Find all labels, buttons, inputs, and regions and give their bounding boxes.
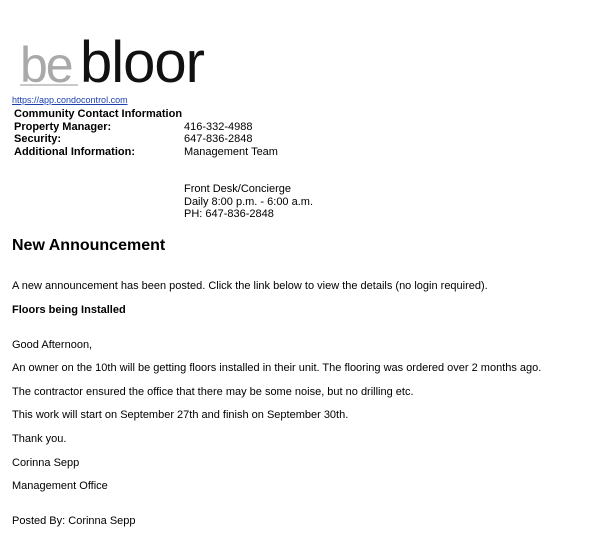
posted-by: Posted By: Corinna Sepp xyxy=(12,515,136,527)
contact-value: Management Team xyxy=(184,145,278,158)
body-paragraph: The contractor ensured the office that there may be some noise, but no drilling etc. xyxy=(12,386,414,398)
condocontrol-link[interactable]: https://app.condocontrol.com xyxy=(12,95,128,105)
contact-label: Additional Information: xyxy=(14,145,135,158)
extra-line: Front Desk/Concierge xyxy=(184,183,291,195)
announcement-intro: A new announcement has been posted. Click the link below to view the details (no login required). xyxy=(12,280,488,292)
body-paragraph: An owner on the 10th will be getting floors installed in their unit. The flooring was ordered over 2 months ago. xyxy=(12,362,542,374)
contact-row-property-manager xyxy=(14,121,313,134)
signature-office: Management Office xyxy=(12,480,108,492)
contact-heading: Community Contact Information xyxy=(14,108,183,120)
contact-row-security xyxy=(14,133,313,146)
contact-label: Security: xyxy=(14,133,62,145)
contact-value: 647-836-2848 xyxy=(184,133,253,145)
logo-text-be: be xyxy=(20,38,72,88)
logo-text-bloor: bloor xyxy=(80,38,204,88)
additional-info-details xyxy=(184,183,313,221)
bebloor-logo xyxy=(18,38,258,88)
contact-row-additional-info xyxy=(14,146,313,159)
extra-line: PH: 647-836-2848 xyxy=(184,208,274,220)
greeting: Good Afternoon, xyxy=(12,339,93,351)
contact-value: 416-332-4988 xyxy=(184,120,253,133)
extra-line: Daily 8:00 p.m. - 6:00 a.m. xyxy=(184,195,313,208)
announcement-title: New Announcement xyxy=(12,237,166,254)
contact-info xyxy=(14,108,313,221)
signature-name: Corinna Sepp xyxy=(12,457,80,469)
body-paragraph: Thank you. xyxy=(12,433,67,445)
contact-label: Property Manager: xyxy=(14,120,112,133)
body-paragraph: This work will start on September 27th and finish on September 30th. xyxy=(12,409,349,421)
announcement-subject: Floors being Installed xyxy=(12,304,126,316)
